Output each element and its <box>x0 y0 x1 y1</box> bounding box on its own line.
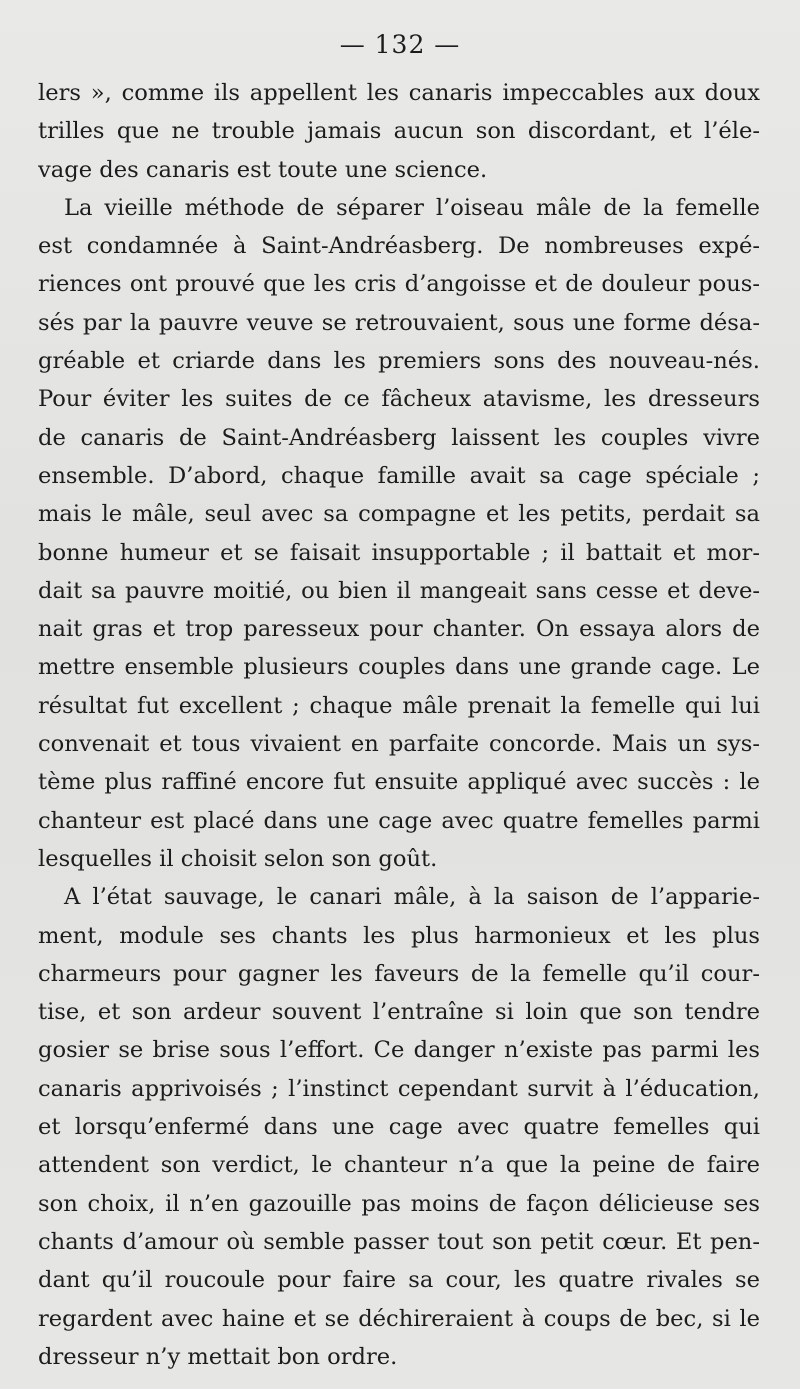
text-line: gréable et criarde dans les premiers sons des nouveau-nés. <box>38 348 760 375</box>
text-line: résultat fut excellent ; chaque mâle prenait la femelle qui lui <box>38 692 760 719</box>
text-line: lers », comme ils appellent les canaris impeccables aux doux <box>38 80 760 106</box>
text-line: dait sa pauvre moitié, ou bien il mangeait sans cesse et deve- <box>38 577 760 604</box>
text-line: Pour éviter les suites de ce fâcheux atavisme, les dresseurs <box>38 386 760 413</box>
text-line: sés par la pauvre veuve se retrouvaient, sous une forme désa- <box>38 309 760 336</box>
text-line: mettre ensemble plusieurs couples dans une grande cage. Le <box>38 654 760 681</box>
text-line: vage des canaris est toute une science. <box>38 156 488 183</box>
text-line: dant qu’il roucoule pour faire sa cour, les quatre rivales se <box>38 1267 760 1294</box>
text-line: La vieille méthode de séparer l’oiseau mâle de la femelle <box>64 194 760 221</box>
page-number: — 132 — <box>339 30 461 59</box>
text-line: chanteur est placé dans une cage avec quatre femelles parmi <box>38 807 760 834</box>
text-line: attendent son verdict, le chanteur n’a que la peine de faire <box>38 1152 760 1179</box>
text-line: lesquelles il choisit selon son goût. <box>38 845 438 872</box>
text-line: regardent avec haine et se déchireraient à coups de bec, si le <box>38 1305 760 1332</box>
text-line: trilles que ne trouble jamais aucun son discordant, et l’éle- <box>38 118 760 145</box>
text-line: mais le mâle, seul avec sa compagne et les petits, perdait sa <box>38 501 760 528</box>
text-line: tise, et son ardeur souvent l’entraîne si loin que son tendre <box>38 999 760 1026</box>
text-line: son choix, il n’en gazouille pas moins de façon délicieuse ses <box>38 1190 760 1217</box>
text-line: bonne humeur et se faisait insupportable ; il battait et mor- <box>38 539 760 566</box>
text-line: charmeurs pour gagner les faveurs de la femelle qu’il cour- <box>38 960 760 987</box>
text-line: riences ont prouvé que les cris d’angoisse et de douleur pous- <box>38 271 760 298</box>
text-line: tème plus raffiné encore fut ensuite appliqué avec succès : le <box>38 769 760 796</box>
text-line: et lorsqu’enfermé dans une cage avec quatre femelles qui <box>38 1114 760 1141</box>
text-line: de canaris de Saint-Andréasberg laissent les couples vivre <box>38 424 760 451</box>
text-line: ment, module ses chants les plus harmonieux et les plus <box>38 922 760 949</box>
text-line: nait gras et trop paresseux pour chanter. On essaya alors de <box>38 616 760 643</box>
text-line: canaris apprivoisés ; l’instinct cependant survit à l’éducation, <box>38 1075 760 1102</box>
body-text <box>38 74 760 1376</box>
text-line: A l’état sauvage, le canari mâle, à la saison de l’apparie- <box>64 884 760 911</box>
text-line: convenait et tous vivaient en parfaite concorde. Mais un sys- <box>38 731 760 758</box>
text-line: gosier se brise sous l’effort. Ce danger n’existe pas parmi les <box>38 1037 760 1064</box>
text-line: chants d’amour où semble passer tout son petit cœur. Et pen- <box>38 1228 760 1255</box>
text-line: dresseur n’y mettait bon ordre. <box>38 1343 398 1370</box>
text-line: est condamnée à Saint-Andréasberg. De nombreuses expé- <box>38 233 760 260</box>
text-line: ensemble. D’abord, chaque famille avait sa cage spéciale ; <box>38 462 760 489</box>
